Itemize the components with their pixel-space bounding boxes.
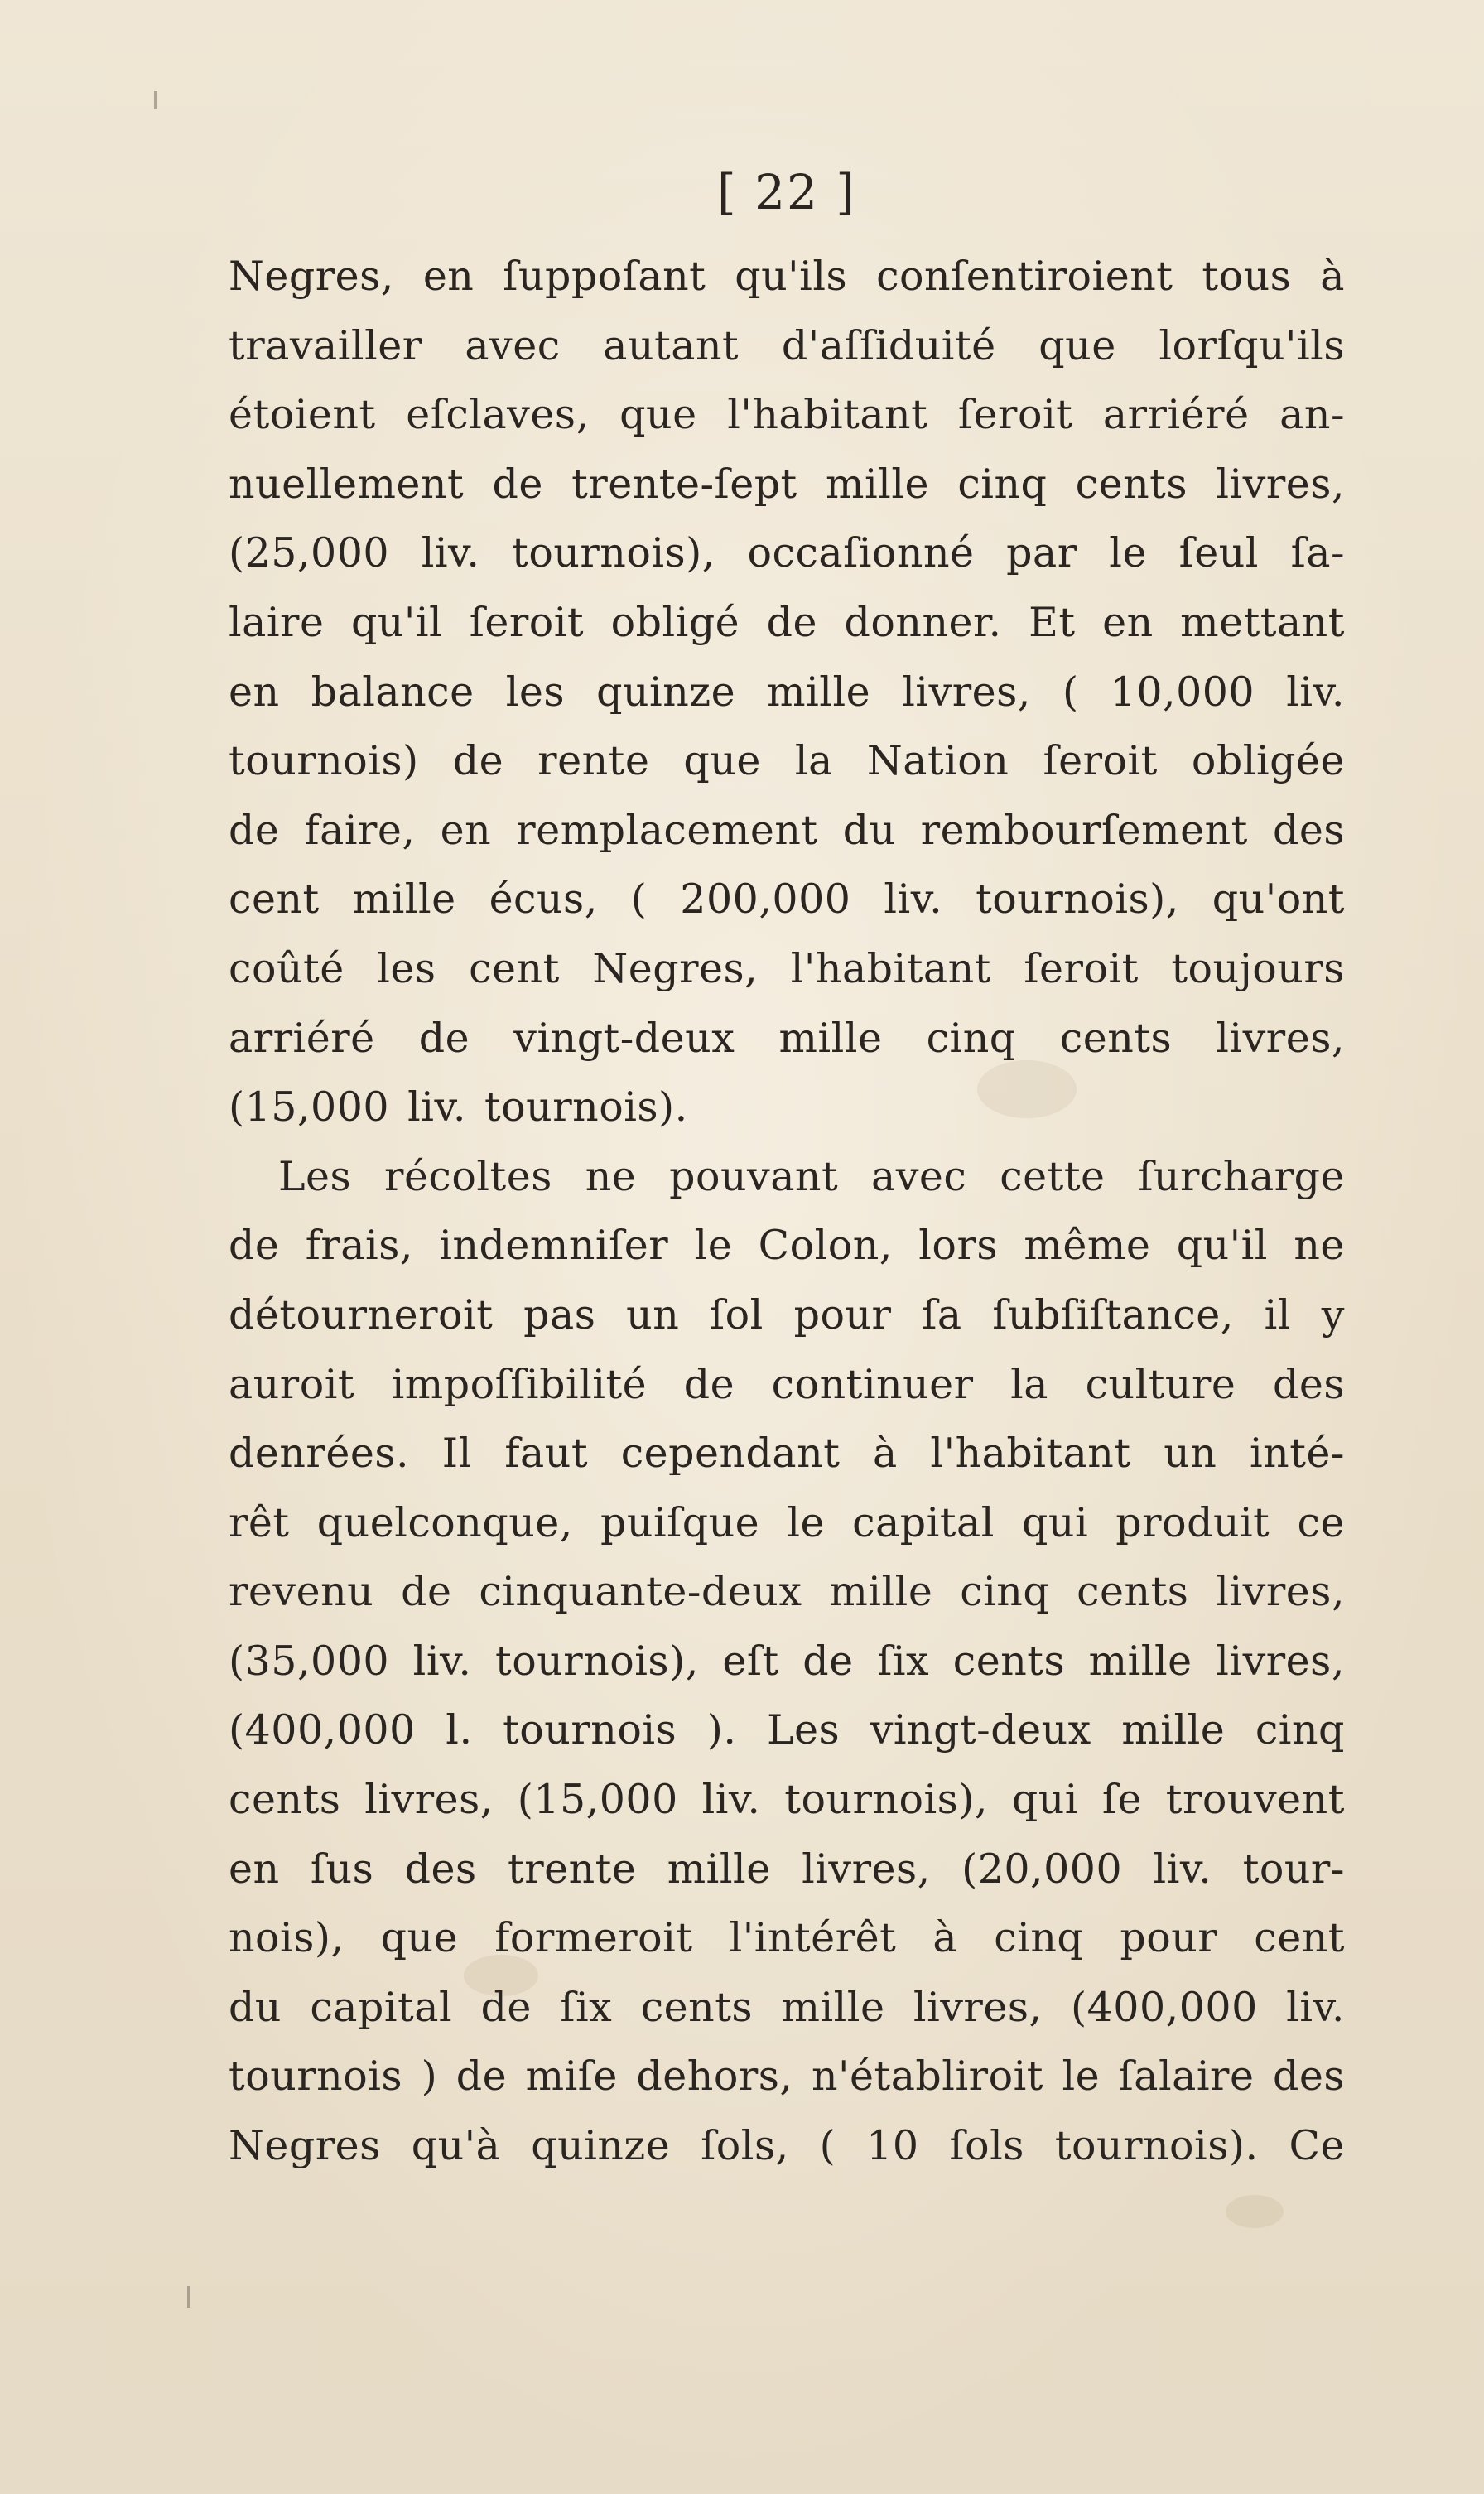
page-text: [229, 162, 1345, 2181]
text-line-4: nuellement de trente-ſept mille cinq cents livres,: [229, 460, 1345, 508]
text-line-6: laire qu'il ſeroit obligé de donner. Et en mettant: [229, 598, 1345, 646]
text-line-9: de faire, en remplacement du rembourſement des: [229, 806, 1345, 854]
text-line-18: denrées. Il faut cependant à l'habitant un inté-: [229, 1430, 1345, 1478]
paper-speck: [187, 2286, 190, 2308]
text-line-15: de frais, indemniſer le Colon, lors même qu'il ne: [229, 1222, 1345, 1270]
text-line-8: tournois) de rente que la Nation ſeroit obligée: [229, 737, 1345, 785]
page-number: [ 22 ]: [717, 164, 856, 220]
paper-speck: [154, 91, 157, 109]
text-line-5: (25,000 liv. tournois), occaſionné par le ſeul ſa-: [229, 529, 1345, 577]
text-line-21: (35,000 liv. tournois), eſt de ſix cents mille livres,: [229, 1637, 1345, 1685]
text-line-10: cent mille écus, ( 200,000 liv. tournois), qu'ont: [229, 876, 1345, 924]
text-line-14: Les récoltes ne pouvant avec cette ſurcharge: [278, 1152, 1345, 1200]
text-line-13: (15,000 liv. tournois).: [229, 1083, 688, 1131]
text-line-16: détourneroit pas un ſol pour ſa ſubſiſtance, il y: [229, 1290, 1345, 1339]
text-line-17: auroit impoſſibilité de continuer la culture des: [229, 1360, 1345, 1408]
text-line-22: (400,000 l. tournois ). Les vingt-deux mille cinq: [229, 1706, 1345, 1754]
text-line-25: nois), que formeroit l'intérêt à cinq pour cent: [229, 1914, 1345, 1962]
text-line-3: étoient eſclaves, que l'habitant ſeroit arriéré an-: [229, 391, 1345, 439]
text-line-2: travailler avec autant d'aſſiduité que lorſqu'ils: [229, 321, 1345, 369]
text-line-11: coûté les cent Negres, l'habitant ſeroit toujours: [229, 944, 1345, 992]
text-line-28: Negres qu'à quinze ſols, ( 10 ſols tournois). Ce: [229, 2122, 1345, 2170]
text-line-23: cents livres, (15,000 liv. tournois), qui ſe trouvent: [229, 1776, 1345, 1824]
text-line-1: Negres, en ſuppoſant qu'ils conſentiroient tous à: [229, 253, 1345, 300]
text-line-27: tournois ) de miſe dehors, n'établiroit le ſalaire des: [229, 2053, 1345, 2101]
text-line-12: arriéré de vingt-deux mille cinq cents livres,: [229, 1014, 1345, 1062]
text-line-7: en balance les quinze mille livres, ( 10,000 liv.: [229, 668, 1345, 716]
text-line-24: en ſus des trente mille livres, (20,000 liv. tour-: [229, 1845, 1345, 1893]
text-line-19: rêt quelconque, puiſque le capital qui produit ce: [229, 1498, 1345, 1546]
paper-stain: [1226, 2195, 1284, 2228]
text-line-26: du capital de ſix cents mille livres, (400,000 liv.: [229, 1983, 1345, 2031]
text-line-20: revenu de cinquante-deux mille cinq cents livres,: [229, 1568, 1345, 1616]
